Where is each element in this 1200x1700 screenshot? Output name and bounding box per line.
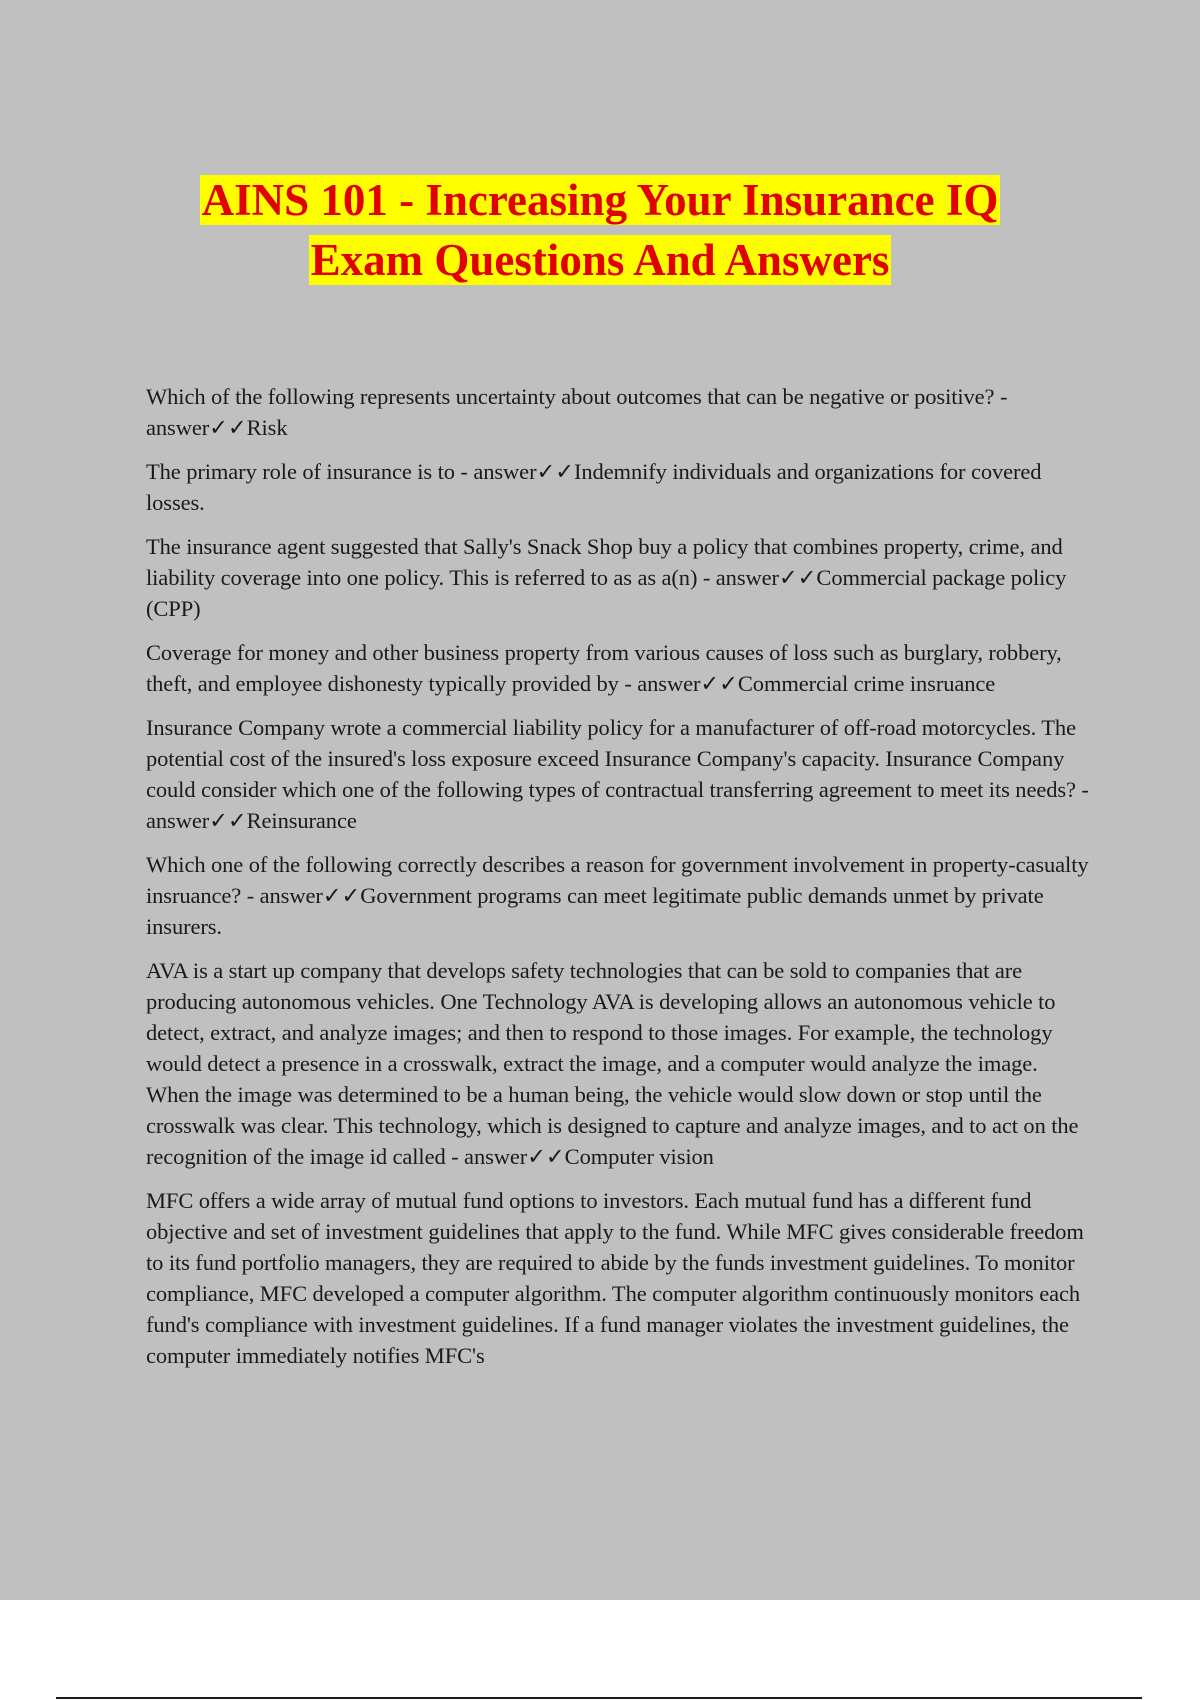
qa-item: Coverage for money and other business property from various causes of loss such as burglary, robbery, theft, and employee dishonesty typically provided by - answer✓✓Commercial crime insruance — [146, 640, 1062, 696]
bottom-divider — [56, 1697, 1142, 1699]
qa-item: Which one of the following correctly describes a reason for government involvement in property-casualty insruance? - answer✓✓Government programs can meet legitimate public demands unmet by private insurers. — [146, 852, 1089, 939]
qa-item: Which of the following represents uncertainty about outcomes that can be negative or positive? - answer✓✓Risk — [146, 384, 1008, 440]
title-line-1: AINS 101 - Increasing Your Insurance IQ — [201, 175, 999, 225]
qa-item: The insurance agent suggested that Sally's Snack Shop buy a policy that combines property, crime, and liability coverage into one policy. This is referred to as as a(n) - answer✓✓Commercial package policy (CPP) — [146, 534, 1067, 621]
qa-item: MFC offers a wide array of mutual fund options to investors. Each mutual fund has a different fund objective and set of investment guidelines that apply to the fund. While MFC gives considerable freedom to its fund portfolio managers, they are required to abide by the funds investment guidelines. To monitor compliance, MFC developed a computer algorithm. The computer algorithm continuously monitors each fund's compliance with investment guidelines. If a fund manager violates the investment guidelines, the computer immediately notifies MFC's — [146, 1188, 1084, 1368]
qa-list — [146, 381, 1091, 1384]
qa-item: The primary role of insurance is to - answer✓✓Indemnify individuals and organizations for covered losses. — [146, 459, 1042, 515]
title-line-2: Exam Questions And Answers — [310, 235, 890, 285]
document-title — [0, 170, 1200, 290]
qa-item: Insurance Company wrote a commercial liability policy for a manufacturer of off-road motorcycles. The potential cost of the insured's loss exposure exceed Insurance Company's capacity. Insurance Company could consider which one of the following types of contractual transferring agreement to meet its needs? - answer✓✓Reinsurance — [146, 715, 1089, 833]
qa-item: AVA is a start up company that develops safety technologies that can be sold to companies that are producing autonomous vehicles. One Technology AVA is developing allows an autonomous vehicle to detect, extract, and analyze images; and then to respond to those images. For example, the technology would detect a presence in a crosswalk, extract the image, and a computer would analyze the image. When the image was determined to be a human being, the vehicle would slow down or stop until the crosswalk was clear. This technology, which is designed to capture and analyze images, and to act on the recognition of the image id called - answer✓✓Computer vision — [146, 958, 1079, 1169]
